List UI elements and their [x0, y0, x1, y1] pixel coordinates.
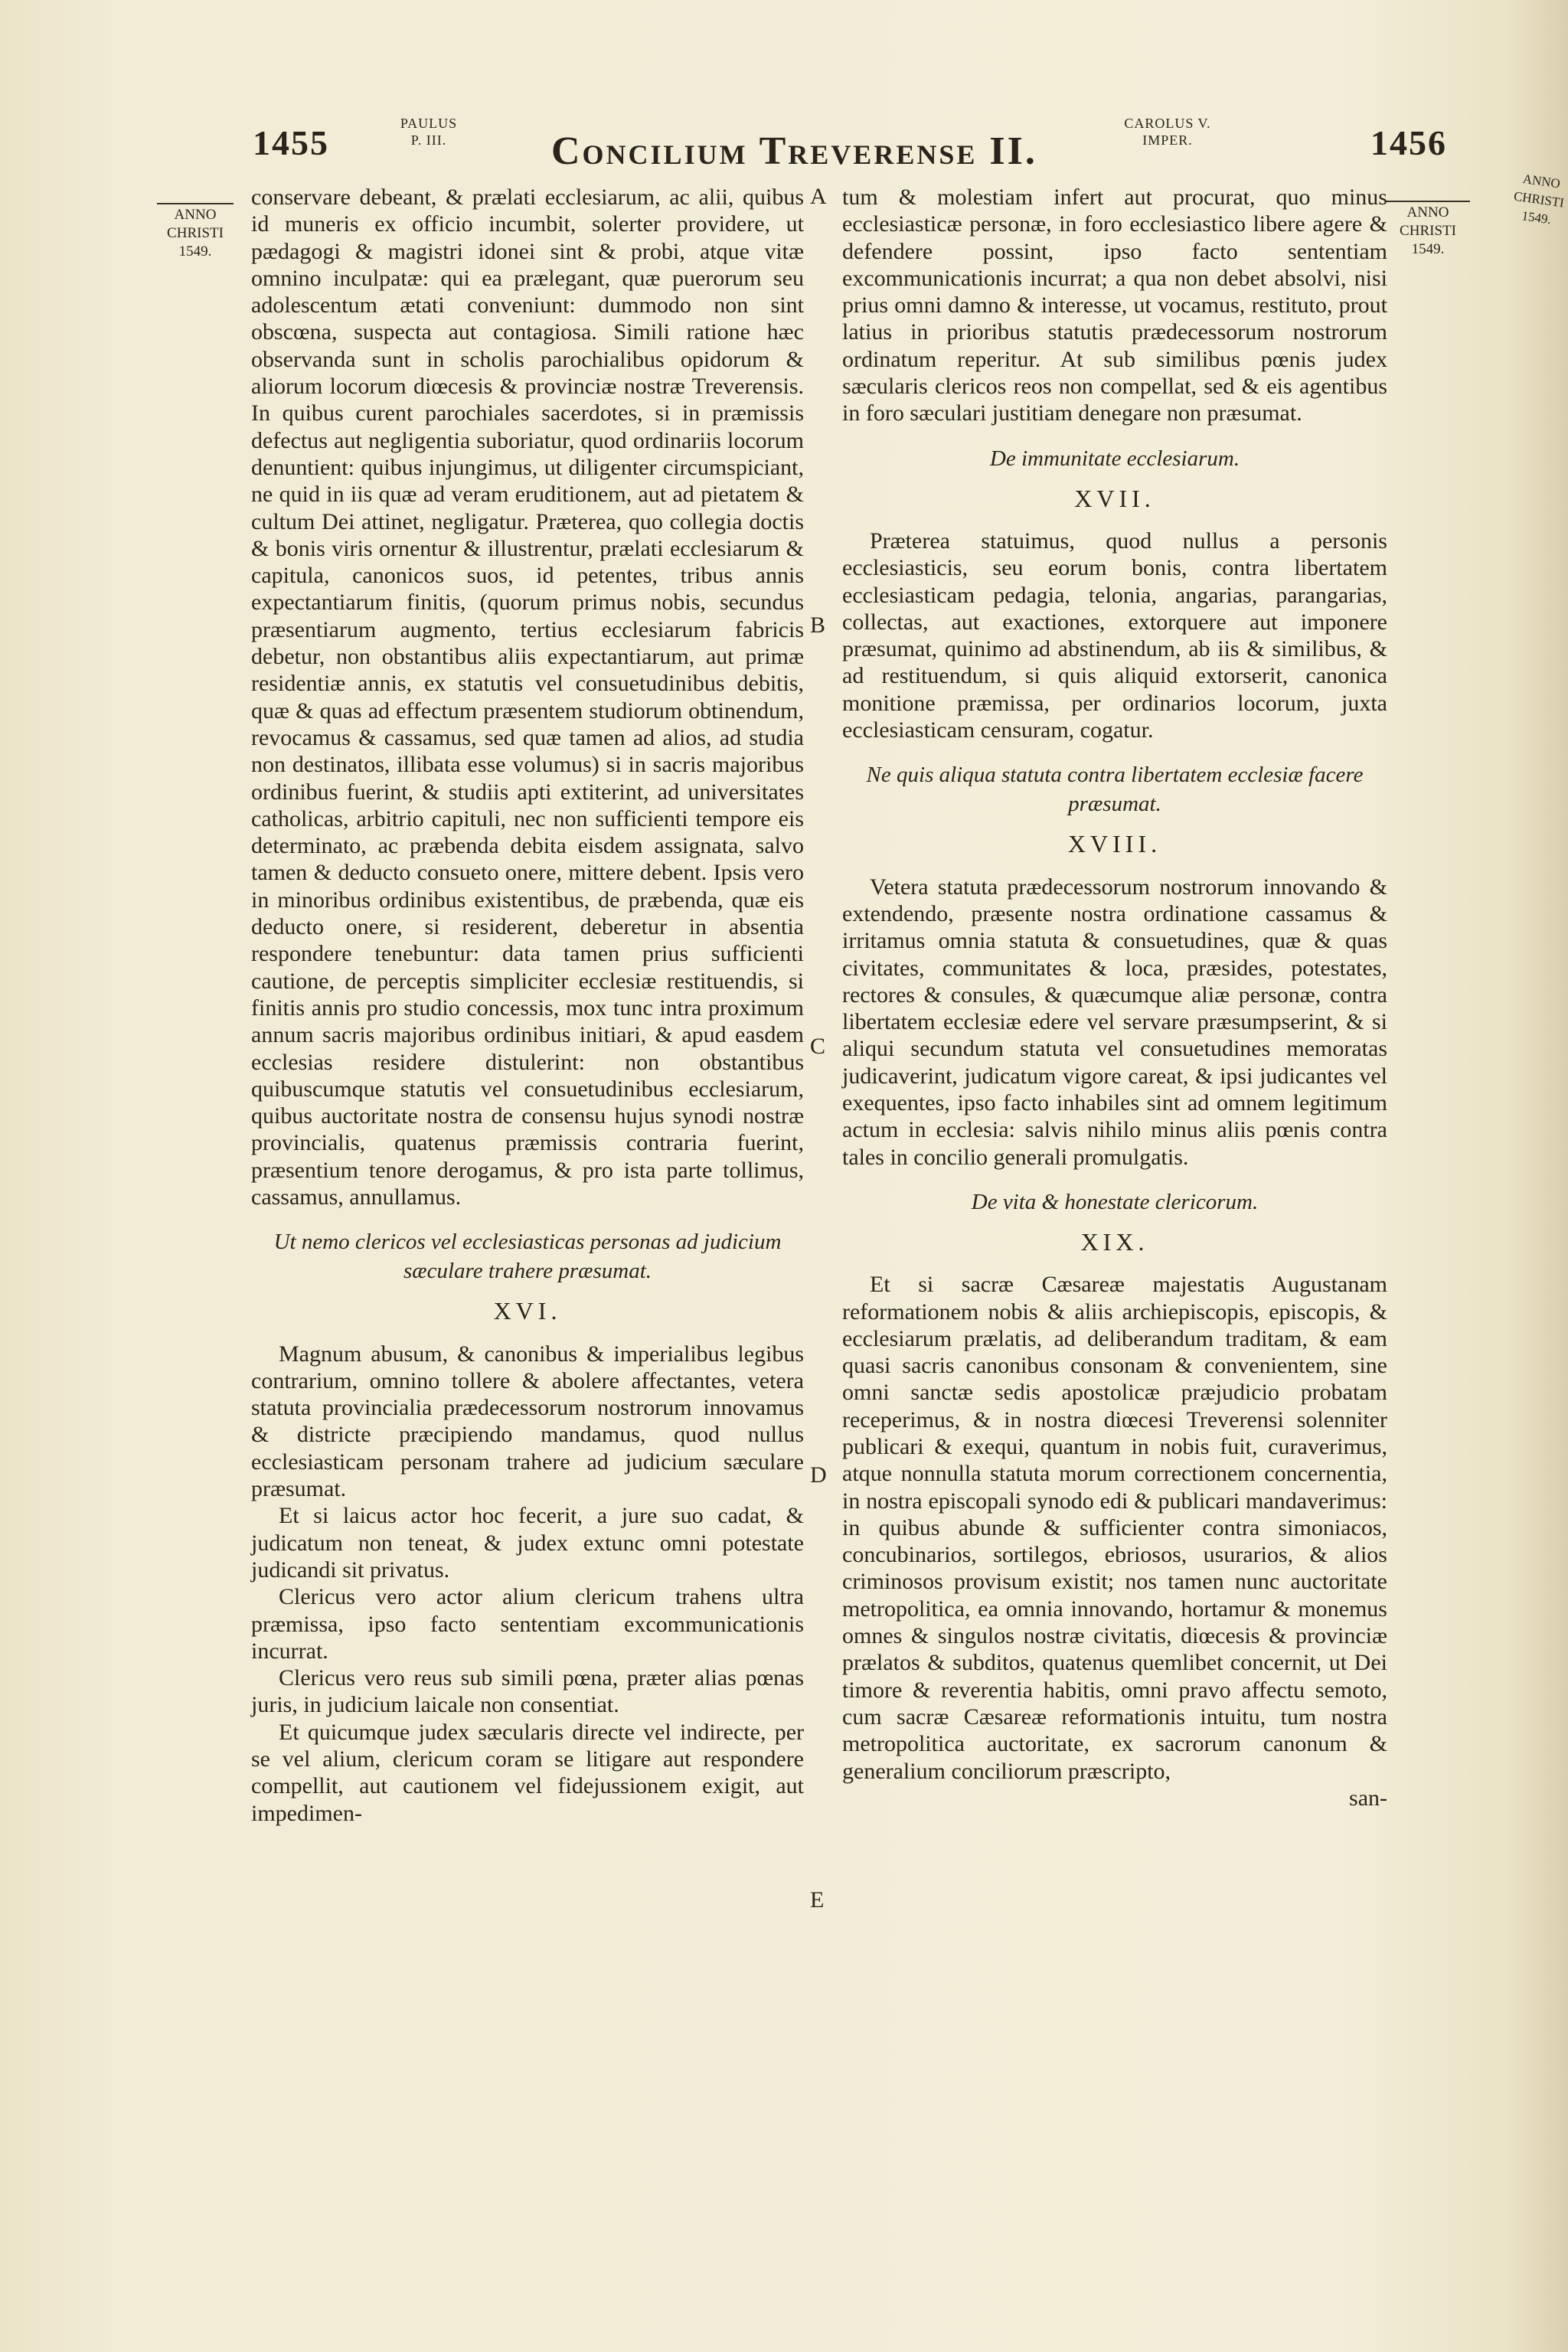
- right-paragraph-2: Præterea statuimus, quod nullus a personis ecclesiasticis, seu eorum bonis, contra libertatem ecclesiasticam pedagia, telonia, angarias, parangarias, collectas, aut exactiones, extorquere aut imponere præsumat, quinimo ad abstinendum, ab iis & similibus, & ad restituendum, si quis aliquid extorserit, canonica monitione præmissa, per ordinarios locorum, juxta ecclesiasticam censuram, cogatur.: [842, 528, 1387, 743]
- chapter-numeral-xvii: XVII.: [1074, 484, 1155, 512]
- chapter-numeral-xviii: XVIII.: [1067, 830, 1162, 858]
- pope-name: PAULUS: [400, 116, 458, 131]
- adjacent-page-margin: [1508, 168, 1568, 230]
- right-margin-anno: ANNO: [1386, 201, 1470, 222]
- left-margin-year-value: 1549.: [178, 243, 212, 260]
- right-margin-year: [1386, 201, 1470, 259]
- right-margin-christi: CHRISTI: [1400, 223, 1456, 239]
- left-paragraph-2: Magnum abusum, & canonibus & imperialibus legibus contrarium, omnino tollere & abolere affectantes, vetera statuta provincialia prædecessorum nostrorum innovamus & districte præcipiendo mandamus, quod nullus ecclesiasticam personam trahere ad judicium sæculare præsumat.: [251, 1341, 804, 1502]
- edge-margin-year: 1549.: [1521, 208, 1552, 227]
- left-margin-christi: CHRISTI: [167, 225, 224, 241]
- rubric-xviii: Ne quis aliqua statuta contra libertatem ecclesiæ facere præsumat.: [866, 763, 1364, 817]
- pope-heading: [383, 115, 475, 149]
- left-paragraph-1: conservare debeant, & prælati ecclesiarum, ac alii, quibus id muneris ex officio incumbit, solerter providere, ut pædagogi & magistri idonei sint & probi, atque vitæ omnino inculpatæ: qui ea prælegant, quæ puerorum seu adolescentum ætati conveniunt: dummodo non sint obscœna, suspecta aut contagiosa. Simili ratione hæc observanda sunt in scholis parochialibus opidorum & aliorum locorum diœcesis & provinciæ nostræ Treverensis. In quibus curent parochiales sacerdotes, si in præmissis defectus aut negligentia suboriatur, quod ordinariis locorum denuntient: quibus injungimus, ut diligenter circumspiciant, ne quid in iis quæ ad veram eruditionem, aut ad pietatem & cultum Dei attinet, negligatur. Præterea, quo collegia doctis & bonis viris ornentur & illustrentur, prælati ecclesiarum & capitula, canonicos suos, id petentes, tribus annis expectantiarum finitis, (quorum primus nobis, secundus præsentiarum augmento, tertius ecclesiarum fabricis debetur, non obstantibus aliis expectantiarum, aut primæ residentiæ annis, ex statutis vel consuetudinibus debitis, quæ & quas ad effectum præsentem studiorum obtinendum, revocamus & cassamus, sed quæ tamen ad alios, ad studia non destinatos, illibata esse volumus) si in sacris majoribus ordinibus fuerint, & studiis apti extiterint, ad universitates catholicas, arbitrio capituli, nec non sufficienti tempore eis determinato, ac præbenda debita eisdem assignata, salvo tamen & deducto consueto onere, mittere debent. Ipsis vero in minoribus ordinibus existentibus, de præbenda, quæ eis deducto onere, si residerent, deberetur in absentia respondere tenebuntur: data tamen prius sufficienti cautione, de perceptis simpliciter ecclesiæ restituendis, si finitis annis pro studio concessis, mox tunc intra proximum annum sacris majoribus ordinibus initiari, & apud easdem ecclesias residere distulerint: non obstantibus quibuscumque statutis vel consuetudinibus ecclesiarum, quibus auctoritate nostra de consensu hujus synodi nostræ provincialis, quatenus præmissis contraria fuerint, præsentium tenore derogamus, & pro ista parte tollimus, cassamus, annullamus.: [251, 185, 804, 1210]
- catchword: san-: [1349, 1785, 1387, 1811]
- left-text-column: [251, 184, 804, 1827]
- right-paragraph-4: Et si sacræ Cæsareæ majestatis Augustanam reformationem nobis & aliis archiepiscopis, episcopis, & ecclesiarum prælatis, ad deliberandum traditam, & eam quasi sacris canonibus consonam & convenientem, sine omni sanctæ sedis apostolicæ præjudicio probatam receperimus, & in nostra diœcesi Treverensi solenniter publicari & exequi, quantum in nobis fuit, curaverimus, atque nonnulla statuta morum correctionem concernentia, in nostra episcopali synodo edi & publicari mandaverimus: in quibus abunde & sufficienter contra simoniacos, concubinarios, sortilegos, ebriosos, usurarios, & alios criminosos provisum existit; nos tamen nunc auctoritate metropolitica, ea omnia innovando, hortamur & monemus omnes & singulos nostræ civitatis, diœcesis & provinciæ prælatos & subditos, quatenus quemlibet concernit, ut Dei timore & reverentia habitis, omni pravo affectu semoto, cum sacræ Cæsareæ reformationis intuitu, tum nostra metropolitica auctoritate, ex sacrorum canonum & generalium conciliorum præscripto,: [842, 1272, 1387, 1784]
- right-text-column: [842, 184, 1387, 1811]
- left-page-number: 1455: [253, 123, 329, 162]
- emperor-heading: [1110, 115, 1225, 149]
- emperor-name: CAROLUS V.: [1124, 116, 1211, 131]
- right-paragraph-1: tum & molestiam infert aut procurat, quo minus ecclesiasticæ personæ, in foro ecclesiastico libere agere & defendere possint, ipso facto sententiam excommunicationis incurrat; a qua non debet absolvi, nisi prius omni damno & interesse, ut vocamus, restituto, prout latius in prioribus statutis prædecessorum nostrorum ordinatum reperitur. At sub similibus pœnis judex sæcularis clericos reos non compellat, sed & eis agentibus in foro sæculari justitiam denegare non præsumat.: [842, 185, 1387, 426]
- chapter-numeral-xix: XIX.: [1080, 1227, 1149, 1256]
- left-paragraph-5: Clericus vero reus sub simili pœna, præter alias pœnas juris, in judicium laicale non consentiat.: [251, 1665, 804, 1718]
- section-letter-e: E: [810, 1887, 825, 1913]
- right-margin-year-value: 1549.: [1411, 241, 1445, 257]
- left-margin-year: [157, 203, 234, 261]
- section-letter-d: D: [810, 1462, 827, 1488]
- left-paragraph-6: Et quicumque judex sæcularis directe vel indirecte, per se vel alium, clericum coram se litigare aut respondere compellit, aut cautionem vel fidejussionem exigit, aut impedimen-: [251, 1719, 804, 1826]
- section-letter-c: C: [810, 1034, 826, 1059]
- rubric-xvii: De immunitate ecclesiarum.: [989, 446, 1240, 471]
- left-paragraph-4: Clericus vero actor alium clericum trahens ultra præmissa, ipso facto sententiam excommunicationis incurrat.: [251, 1584, 804, 1664]
- pope-numeral: P. III.: [410, 132, 447, 148]
- chapter-numeral-xvi: XVI.: [493, 1297, 562, 1325]
- right-paragraph-3: Vetera statuta prædecessorum nostrorum innovando & extendendo, præsente nostra ordinatione cassamus & irritamus omnia statuta & consuetudines, quæ & quas civitates, communitates & loca, præsides, potestates, rectores & consules, & quæcumque aliæ personæ, contra libertatem ecclesiæ edere vel servare præsumpserint, & si aliqui secundum statuta vel consuetudines memoratas judicaverint, judicatum vigore careat, & ipsi judicantes vel exequentes, ipso facto inhabiles sint ad omnem legitimum actum in ecclesia: salvis nihilo minus aliis pœnis contra tales in concilio generali promulgatis.: [842, 874, 1387, 1170]
- emperor-title: IMPER.: [1142, 132, 1193, 148]
- section-letter-b: B: [810, 612, 826, 638]
- left-margin-anno: ANNO: [157, 203, 234, 224]
- rubric-xix: De vita & honestate clericorum.: [971, 1189, 1259, 1214]
- page-header: [253, 115, 1478, 184]
- edge-margin-anno: ANNO: [1521, 171, 1562, 191]
- right-page-number: 1456: [1370, 123, 1447, 162]
- section-letter-a: A: [810, 184, 827, 209]
- rubric-xvi: Ut nemo clericos vel ecclesiasticas personas ad judicium sæculare trahere præsumat.: [273, 1230, 782, 1284]
- left-paragraph-3: Et si laicus actor hoc fecerit, a jure suo cadat, & judicatum non teneat, & judex extunc omni potestate judicandi sit privatus.: [251, 1503, 804, 1583]
- edge-margin-christi: CHRISTI: [1513, 188, 1566, 211]
- running-title: Concilium Treverense II.: [551, 129, 1037, 173]
